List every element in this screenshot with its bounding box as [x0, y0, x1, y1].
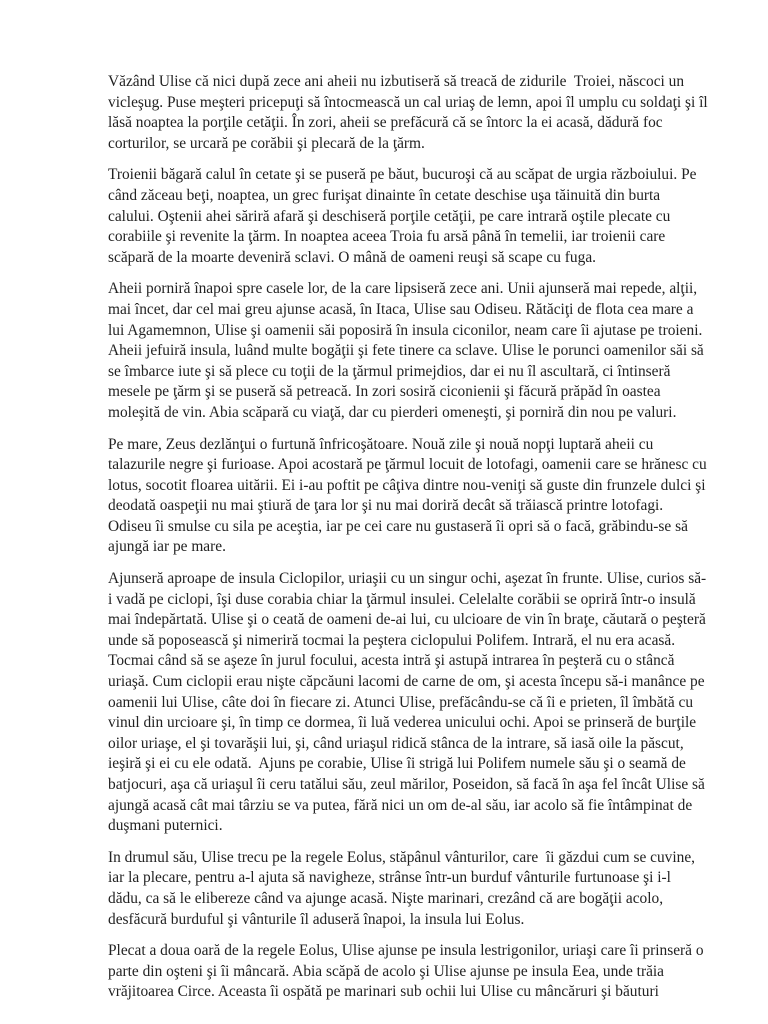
- text-line: talazurile negre şi furioase. Apoi acostară pe ţărmul locuit de lotofagi, oamenii care se hrănesc cu: [108, 456, 707, 474]
- text-line: mesele pe ţărm şi se puseră să petreacă. In zori sosiră ciconienii şi făcură prăpăd în oastea: [108, 383, 661, 401]
- text-line: corabiile şi revenite la ţărm. In noaptea aceea Troia fu arsă până în temelii, iar troienii care: [108, 228, 666, 246]
- text-line: ieşiră şi ei cu ele odată. Ajuns pe corabie, Ulise îi strigă lui Polifem numele său şi o seamă de: [108, 755, 686, 773]
- text-line: parte din oşteni şi îi mâncară. Abia scăpă de acolo şi Ulise ajunse pe insula Eea, unde trăia: [108, 962, 665, 980]
- text-line: lui Agamemnon, Ulise şi oamenii săi poposiră în insula ciconilor, neam care îi ajutase pe troieni.: [108, 321, 703, 339]
- text-line: Troienii băgară calul în cetate şi se puseră pe băut, bucuroşi că au scăpat de urgia războiului. Pe: [108, 166, 697, 184]
- paragraph-2: [108, 165, 768, 268]
- text-line: corturilor, se urcară pe corăbii şi plecară de la ţărm.: [108, 134, 425, 152]
- text-line: dădu, ca să le elibereze când va ajunge acasă. Nişte marinari, crezând că are bogăţii acolo,: [108, 889, 664, 907]
- text-line: moleşită de vin. Abia scăpară cu viaţă, dar cu pierderi omeneşti, şi porniră din nou pe valuri.: [108, 403, 677, 421]
- paragraph-5: [108, 569, 768, 837]
- text-line: Aheii porniră înapoi spre casele lor, de la care lipsiseră zece ani. Unii ajunseră mai repede, alţii,: [108, 280, 698, 298]
- text-line: deodată oaspeţii nu mai ştiură de ţara lor şi nu mai doriră decât să trăiască printre lotofagi.: [108, 497, 664, 515]
- text-line: Tocmai când să se aşeze în jurul focului, acesta intră şi astupă intrarea în peşteră cu o stâncă: [108, 652, 675, 670]
- text-line: Aheii jefuiră insula, luând multe bogăţii şi fete tinere ca sclave. Ulise le porunci oamenilor săi să: [108, 342, 704, 360]
- text-line: oilor uriaşe, el şi tovarăşii lui, şi, când uriaşul ridică stânca de la intrare, să iasă oile la păscut,: [108, 734, 684, 752]
- text-line: ajungă iar pe mare.: [108, 538, 226, 556]
- text-line: calului. Oştenii ahei săriră afară şi deschiseră porţile cetăţii, pe care intrară oştile plecate cu: [108, 207, 671, 225]
- text-line: se îmbarce iute şi să plece cu toţii de la ţărmul primejdios, dar ei nu îl ascultară, ci întinseră: [108, 362, 671, 380]
- paragraph-6: [108, 848, 768, 930]
- text-line: Odiseu îi smulse cu sila pe aceştia, iar pe cei care nu gustaseră îi opri să o facă, grăbindu-se să: [108, 517, 688, 535]
- text-line: vinul din urcioare şi, în timp ce dormea, îi luă vederea unicului ochi. Apoi se prinseră de burţile: [108, 714, 697, 732]
- text-line: vicleşug. Puse meşteri pricepuţi să întocmească un cal uriaş de lemn, apoi îl umplu cu soldaţi şi îl: [108, 93, 708, 111]
- text-line: uriaşă. Cum ciclopii erau nişte căpcăuni lacomi de carne de om, şi acesta începu să-i manânce pe: [108, 673, 705, 691]
- paragraph-3: [108, 279, 768, 423]
- paragraph-1: [108, 72, 768, 154]
- text-line: iar la plecare, pentru a-l ajuta să navigheze, strânse într-un burduf vânturile furtunoase şi i-l: [108, 869, 671, 887]
- text-line: In drumul său, Ulise trecu pe la regele Eolus, stăpânul vânturilor, care îi găzdui cum se cuvine,: [108, 848, 696, 866]
- text-line: Văzând Ulise că nici după zece ani aheii nu izbutiseră să treacă de zidurile Troiei, născoci un: [108, 73, 685, 90]
- text-line: vrăjitoarea Circe. Aceasta îi ospătă pe marinari sub ochii lui Ulise cu mâncăruri şi băuturi: [108, 983, 659, 1001]
- text-line: Plecat a doua oară de la regele Eolus, Ulise ajunse pe insula lestrigonilor, uriaşi care îi prinseră o: [108, 942, 704, 960]
- text-line: i vadă pe ciclopi, îşi duse corabia chiar la ţărmul insulei. Celelalte corăbii se opriră într-o insulă: [108, 590, 696, 608]
- text-line: scăpară de la moarte deveniră sclavi. O mână de oameni reuşi să scape cu fuga.: [108, 248, 596, 266]
- text-line: desfăcură burduful şi vânturile îl aduseră înapoi, la insula lui Eolus.: [108, 910, 525, 928]
- text-line: Pe mare, Zeus dezlănţui o furtună înfricoşătoare. Nouă zile şi nouă nopţi luptară aheii cu: [108, 435, 654, 453]
- text-line: mai încet, dar cel mai greu ajunse acasă, în Itaca, Ulise sau Odiseu. Rătăciţi de flota cea mare a: [108, 300, 694, 318]
- text-line: lăsă noaptea la porţile cetăţii. În zori, aheii se prefăcură că se întorc la ei acasă, dădură foc: [108, 114, 663, 132]
- text-line: când zăceau beţi, noaptea, un grec furişat dinainte în cetate deschise uşa tăinuită din burta: [108, 186, 661, 204]
- text-line: batjocuri, aşa că uriaşul îi ceru tatălui său, zeul mărilor, Poseidon, să facă în aşa fel încât Ulise să: [108, 776, 705, 793]
- text-line: Ajunseră aproape de insula Ciclopilor, uriaşii cu un singur ochi, aşezat în frunte. Ulise, curios să-: [108, 570, 707, 588]
- paragraph-7: [108, 941, 768, 1003]
- paragraph-4: [108, 435, 768, 559]
- text-line: unde să poposească şi nimeriră tocmai la peştera ciclopului Polifem. Intrară, el nu era acasă.: [108, 631, 676, 649]
- text-line: duşmani puternici.: [108, 817, 223, 835]
- text-line: mai îndepărtată. Ulise şi o ceată de oameni de-ai lui, cu ulcioare de vin în braţe, căutară o peşteră: [108, 611, 706, 629]
- text-line: ajungă acasă cât mai târziu se va putea, fără nici un om de-al său, iar acolo să fie întâmpinat de: [108, 796, 693, 814]
- text-line: lotus, socotit floarea uitării. Ei i-au poftit pe câţiva dintre nou-veniţi să guste din frunzele dulci şi: [108, 476, 706, 494]
- text-line: oamenii lui Ulise, câte doi în fiecare zi. Atunci Ulise, prefăcându-se că îi e prieten, îl îmbătă cu: [108, 693, 694, 711]
